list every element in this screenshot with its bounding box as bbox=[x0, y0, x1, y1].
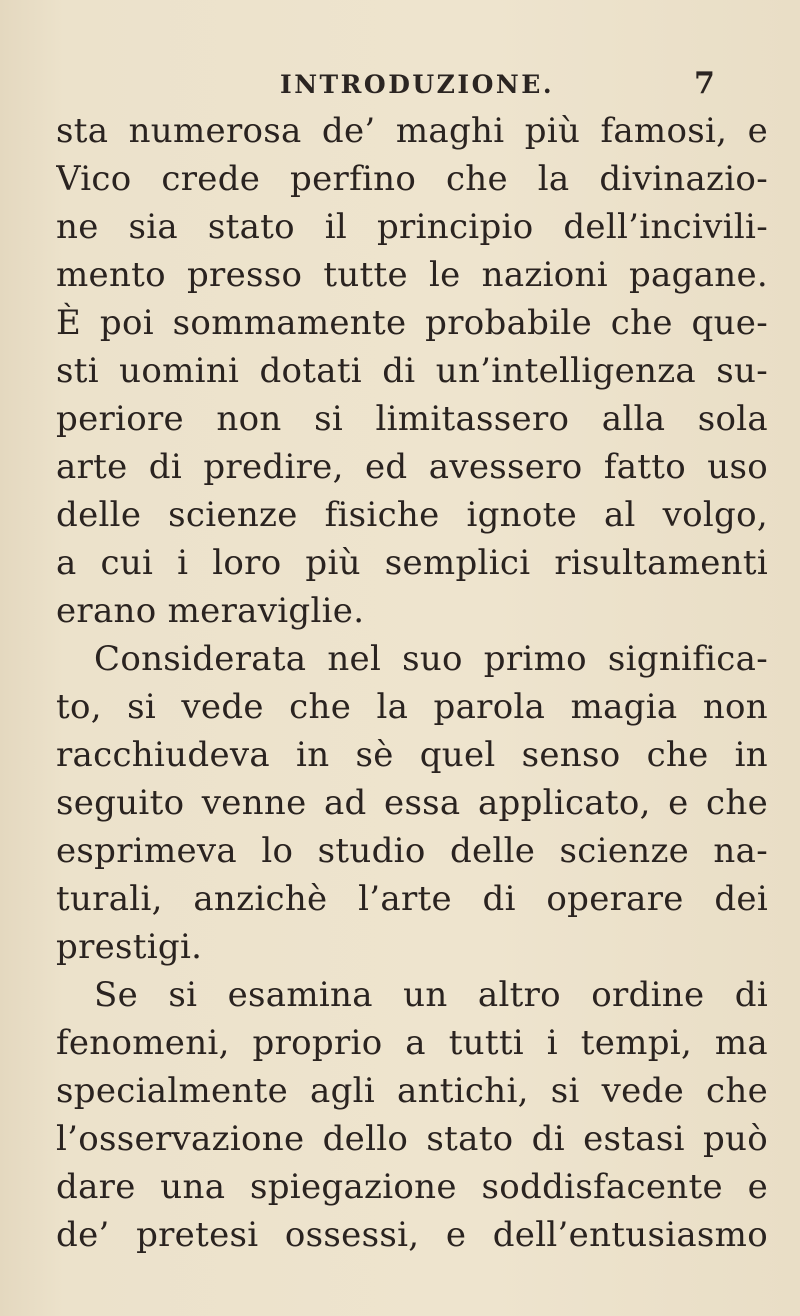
text-line: turali, anzichè l’arte di operare dei bbox=[56, 879, 768, 919]
text-line: Se si esamina un altro ordine di bbox=[94, 975, 768, 1015]
text-line: Vico crede perfino che la divinazio- bbox=[56, 159, 768, 199]
text-line: È poi sommamente probabile che que- bbox=[56, 303, 768, 343]
page-number: 7 bbox=[694, 66, 715, 101]
text-line: racchiudeva in sè quel senso che in bbox=[56, 735, 768, 775]
text-line: seguito venne ad essa applicato, e che bbox=[56, 783, 768, 823]
text-line: l’osservazione dello stato di estasi può bbox=[56, 1119, 768, 1159]
running-head: INTRODUZIONE. bbox=[280, 70, 555, 99]
text-line: dare una spiegazione soddisfacente e bbox=[56, 1167, 768, 1207]
text-line: sta numerosa de’ maghi più famosi, e bbox=[56, 111, 768, 151]
text-line: to, si vede che la parola magia non bbox=[56, 687, 768, 727]
text-line: de’ pretesi ossessi, e dell’entusiasmo bbox=[56, 1215, 768, 1255]
text-line: delle scienze fisiche ignote al volgo, bbox=[56, 495, 768, 535]
text-line: esprimeva lo studio delle scienze na- bbox=[56, 831, 768, 871]
page-header bbox=[0, 62, 800, 112]
text-line: mento presso tutte le nazioni pagane. bbox=[56, 255, 768, 295]
text-line: sti uomini dotati di un’intelligenza su- bbox=[56, 351, 768, 391]
text-line: prestigi. bbox=[56, 927, 203, 967]
text-line: erano meraviglie. bbox=[56, 591, 365, 631]
text-line: specialmente agli antichi, si vede che bbox=[56, 1071, 768, 1111]
text-line: a cui i loro più semplici risultamenti bbox=[56, 543, 768, 583]
text-line: periore non si limitassero alla sola bbox=[56, 399, 768, 439]
text-line: arte di predire, ed avessero fatto uso bbox=[56, 447, 768, 487]
text-line: fenomeni, proprio a tutti i tempi, ma bbox=[56, 1023, 768, 1063]
text-line: ne sia stato il principio dell’incivili- bbox=[56, 207, 768, 247]
text-line: Considerata nel suo primo significa- bbox=[94, 639, 768, 679]
